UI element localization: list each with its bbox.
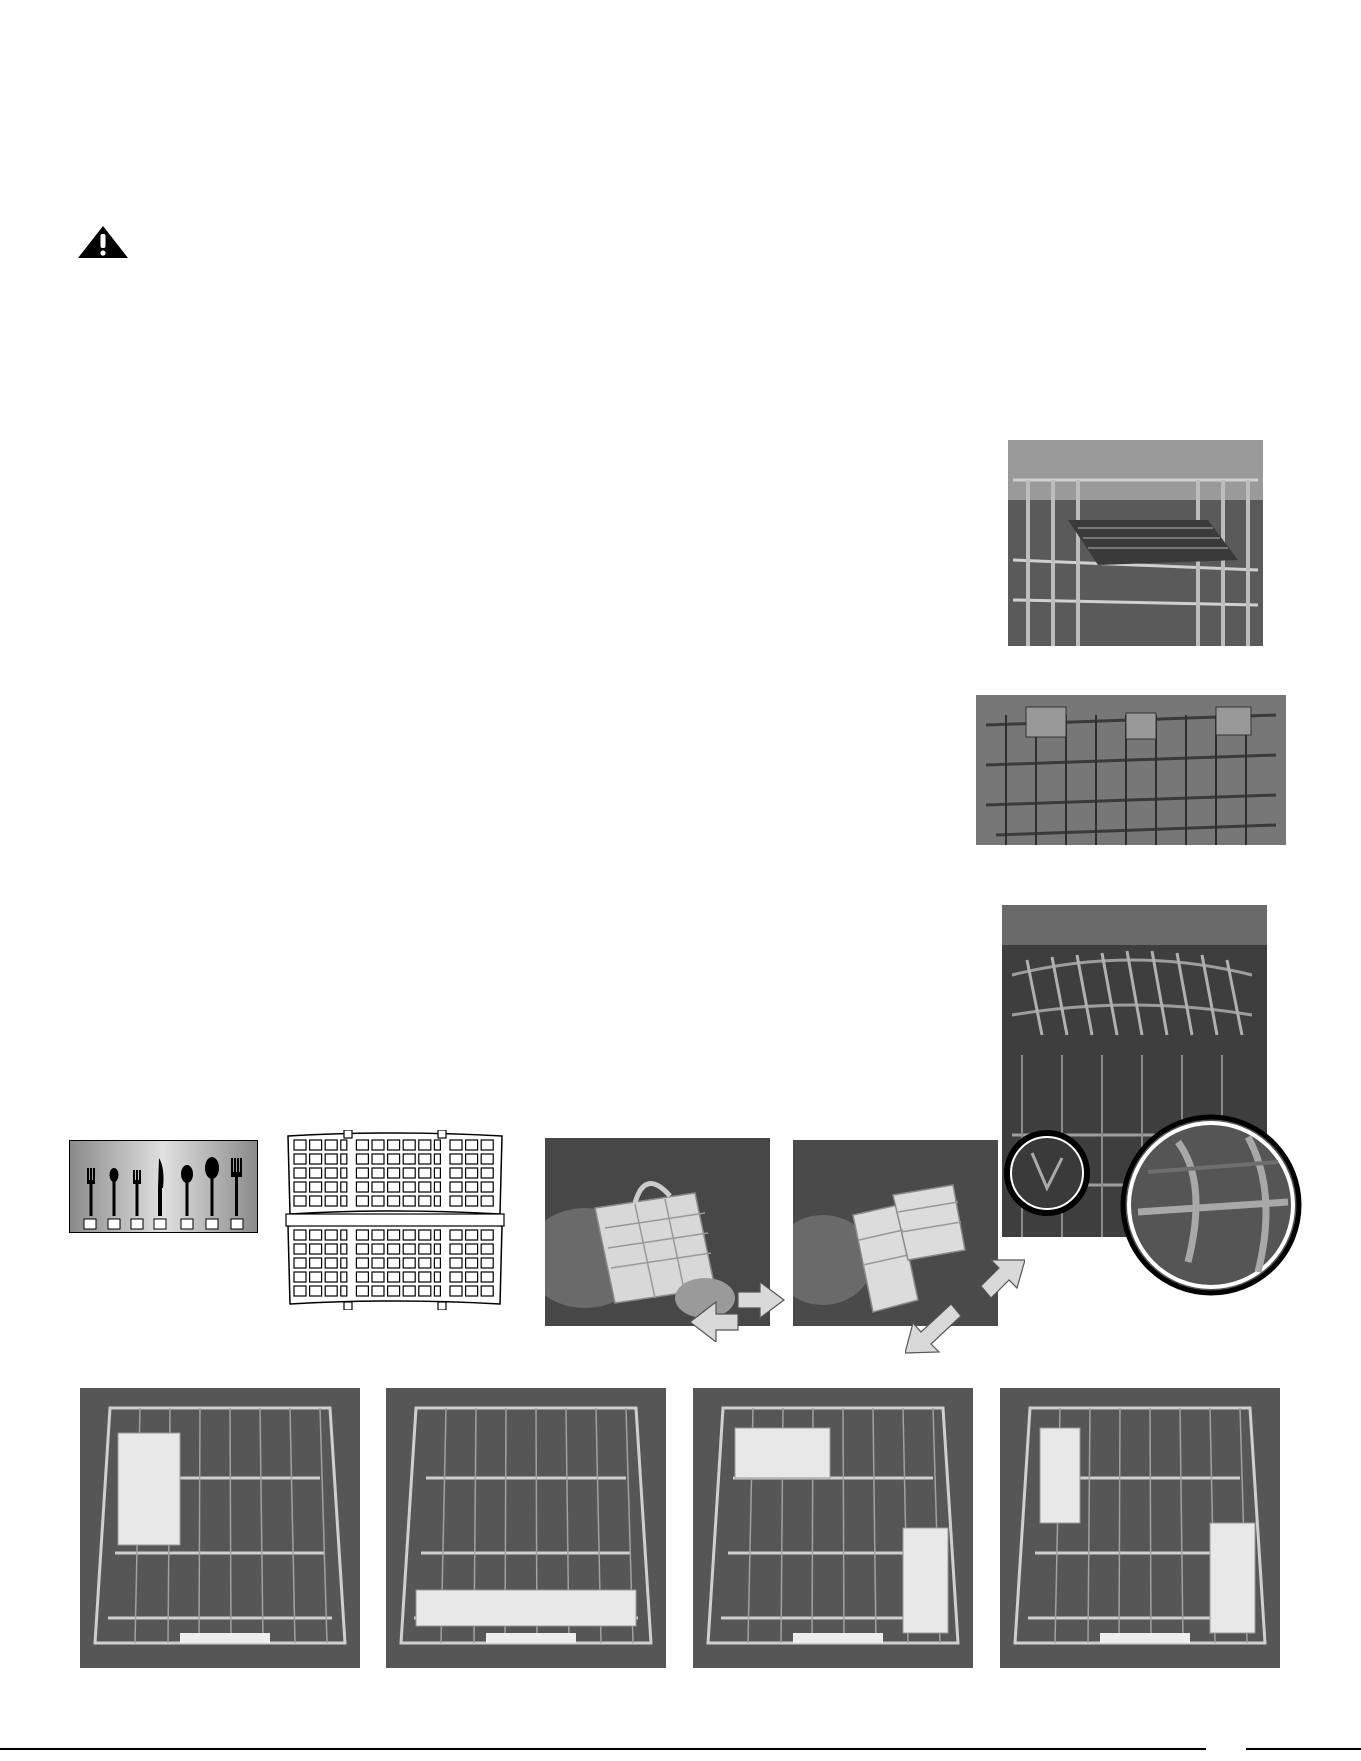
basket-cell: [356, 1154, 368, 1164]
basket-cell: [341, 1168, 347, 1178]
basket-cell: [310, 1230, 322, 1240]
basket-cell: [310, 1272, 322, 1282]
basket-cell: [403, 1230, 415, 1240]
split-arrows-icon: [688, 1282, 786, 1342]
basket-cell: [372, 1286, 384, 1296]
basket-cell: [310, 1196, 322, 1206]
basket-cell: [294, 1196, 306, 1206]
basket-cell: [388, 1196, 400, 1206]
basket-cell: [403, 1258, 415, 1268]
basket-cell: [419, 1168, 431, 1178]
basket-cell: [341, 1258, 347, 1268]
photo-rack-config-4: [1000, 1388, 1280, 1668]
basket-cell: [294, 1140, 306, 1150]
separate-arrows-icon: [905, 1258, 1025, 1358]
basket-cell: [434, 1286, 440, 1296]
basket-cell: [325, 1140, 337, 1150]
basket-cell: [341, 1154, 347, 1164]
basket-cell: [434, 1182, 440, 1192]
basket-cell: [325, 1230, 337, 1240]
photo-rack-config-2: [386, 1388, 666, 1668]
basket-cell: [294, 1244, 306, 1254]
basket-cell: [450, 1168, 462, 1178]
basket-cell: [341, 1140, 347, 1150]
detail-circle-small: [1002, 1128, 1092, 1218]
basket-cell: [372, 1272, 384, 1282]
basket-cell: [434, 1168, 440, 1178]
basket-cell: [481, 1286, 493, 1296]
warning-triangle-icon: [76, 224, 130, 260]
page-number-area: [1206, 1742, 1246, 1760]
basket-cell: [450, 1272, 462, 1282]
basket-cell: [388, 1230, 400, 1240]
basket-cell: [356, 1168, 368, 1178]
photo-rack-shelf: [1008, 440, 1263, 646]
basket-cell: [388, 1272, 400, 1282]
basket-cell: [466, 1154, 478, 1164]
basket-cell: [341, 1286, 347, 1296]
basket-cell: [325, 1286, 337, 1296]
basket-cell: [481, 1154, 493, 1164]
basket-cell: [372, 1182, 384, 1192]
basket-cell: [310, 1154, 322, 1164]
basket-cell: [450, 1258, 462, 1268]
basket-cell: [481, 1182, 493, 1192]
basket-cell: [294, 1272, 306, 1282]
photo-folding-tines: [976, 695, 1286, 845]
basket-cell: [403, 1154, 415, 1164]
basket-cell: [310, 1286, 322, 1296]
basket-cell: [450, 1286, 462, 1296]
utensil-legend-panel: [69, 1140, 258, 1233]
basket-cell: [419, 1154, 431, 1164]
basket-cell: [450, 1140, 462, 1150]
basket-cell: [481, 1168, 493, 1178]
basket-cell: [372, 1140, 384, 1150]
basket-cell: [310, 1182, 322, 1192]
basket-cell: [419, 1258, 431, 1268]
basket-cell: [466, 1230, 478, 1240]
basket-cell: [388, 1286, 400, 1296]
basket-cell: [481, 1140, 493, 1150]
basket-cell: [294, 1154, 306, 1164]
basket-cell: [372, 1154, 384, 1164]
basket-cell: [403, 1196, 415, 1206]
photo-rack-config-1: [80, 1388, 360, 1668]
basket-grid-diagram: [284, 1130, 506, 1310]
detail-circle-magnified: [1118, 1112, 1304, 1298]
basket-cell: [294, 1230, 306, 1240]
basket-cell: [325, 1182, 337, 1192]
basket-cell: [434, 1140, 440, 1150]
basket-cell: [388, 1168, 400, 1178]
basket-cell: [372, 1196, 384, 1206]
basket-cell: [434, 1244, 440, 1254]
basket-cell: [450, 1154, 462, 1164]
basket-cell: [372, 1258, 384, 1268]
photo-rack-config-3: [693, 1388, 973, 1668]
basket-cell: [372, 1230, 384, 1240]
basket-cell: [450, 1244, 462, 1254]
basket-cell: [341, 1244, 347, 1254]
basket-cell: [310, 1140, 322, 1150]
basket-cell: [481, 1272, 493, 1282]
basket-cell: [356, 1230, 368, 1240]
basket-cell: [434, 1196, 440, 1206]
basket-cell: [294, 1258, 306, 1268]
basket-cell: [356, 1196, 368, 1206]
basket-cell: [403, 1168, 415, 1178]
basket-cell: [466, 1140, 478, 1150]
basket-cell: [372, 1168, 384, 1178]
basket-cell: [341, 1196, 347, 1206]
basket-cell: [325, 1154, 337, 1164]
basket-cell: [372, 1244, 384, 1254]
basket-cell: [356, 1286, 368, 1296]
basket-cell: [403, 1286, 415, 1296]
basket-cell: [325, 1244, 337, 1254]
basket-cell: [481, 1244, 493, 1254]
basket-cell: [434, 1154, 440, 1164]
basket-cell: [325, 1196, 337, 1206]
basket-cell: [356, 1140, 368, 1150]
basket-cell: [388, 1140, 400, 1150]
basket-cell: [356, 1258, 368, 1268]
basket-cell: [466, 1182, 478, 1192]
basket-cell: [325, 1258, 337, 1268]
basket-cell: [434, 1258, 440, 1268]
basket-cell: [388, 1182, 400, 1192]
basket-cell: [294, 1182, 306, 1192]
basket-cell: [466, 1258, 478, 1268]
basket-cell: [294, 1286, 306, 1296]
basket-cell: [403, 1182, 415, 1192]
basket-cell: [294, 1168, 306, 1178]
bottom-rule: [0, 1748, 1361, 1750]
basket-cell: [419, 1244, 431, 1254]
basket-cell: [466, 1272, 478, 1282]
basket-cell: [310, 1168, 322, 1178]
basket-cell: [356, 1182, 368, 1192]
basket-cell: [388, 1154, 400, 1164]
basket-cell: [403, 1140, 415, 1150]
basket-cell: [419, 1140, 431, 1150]
basket-cell: [325, 1168, 337, 1178]
basket-cell: [325, 1272, 337, 1282]
basket-cell: [310, 1244, 322, 1254]
basket-cell: [310, 1258, 322, 1268]
basket-cell: [450, 1196, 462, 1206]
basket-cell: [481, 1230, 493, 1240]
basket-cell: [388, 1244, 400, 1254]
basket-cell: [419, 1272, 431, 1282]
basket-cell: [341, 1182, 347, 1192]
basket-cell: [434, 1230, 440, 1240]
basket-cell: [434, 1272, 440, 1282]
basket-cell: [341, 1272, 347, 1282]
basket-cell: [403, 1272, 415, 1282]
basket-cell: [356, 1272, 368, 1282]
basket-cell: [466, 1286, 478, 1296]
basket-cell: [419, 1286, 431, 1296]
basket-cell: [466, 1244, 478, 1254]
basket-cell: [419, 1230, 431, 1240]
basket-cell: [341, 1230, 347, 1240]
basket-cell: [481, 1258, 493, 1268]
basket-cell: [466, 1168, 478, 1178]
basket-cell: [450, 1182, 462, 1192]
basket-cell: [419, 1182, 431, 1192]
basket-cell: [419, 1196, 431, 1206]
basket-cell: [388, 1258, 400, 1268]
basket-cell: [466, 1196, 478, 1206]
basket-cell: [356, 1244, 368, 1254]
basket-cell: [403, 1244, 415, 1254]
basket-cell: [481, 1196, 493, 1206]
basket-cell: [450, 1230, 462, 1240]
